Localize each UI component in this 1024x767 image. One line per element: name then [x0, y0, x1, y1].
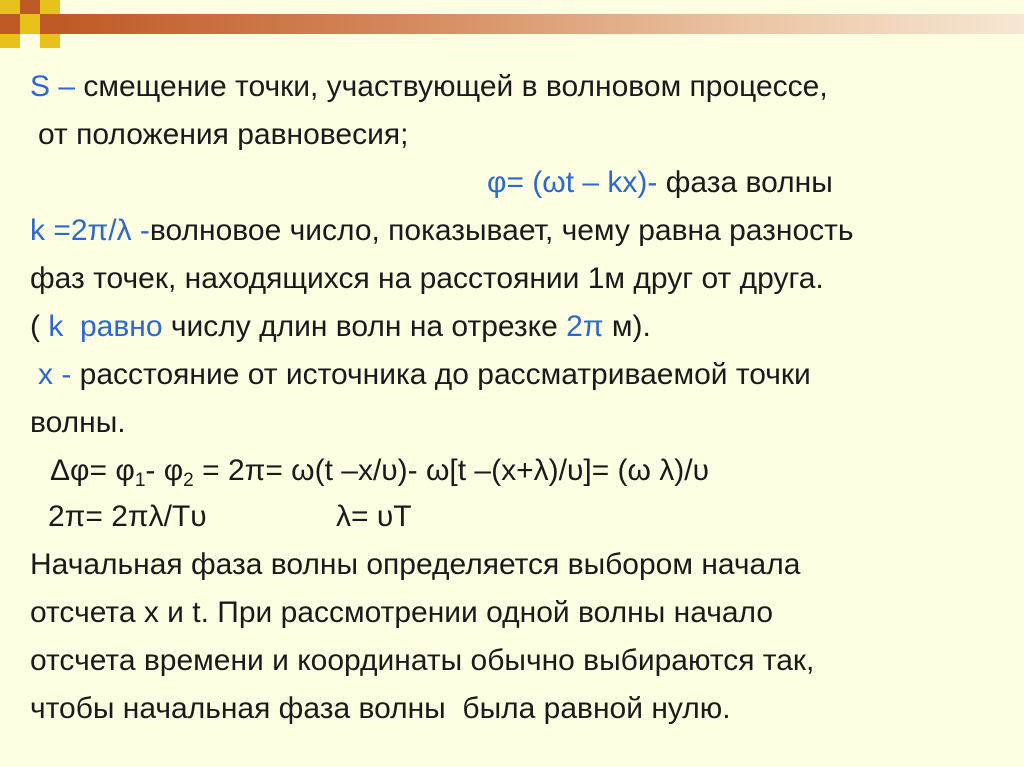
- symbol-s: S –: [30, 70, 84, 103]
- text-line: [30, 70, 828, 104]
- line-text: смещение точки, участвующей в волновом процессе,: [83, 70, 828, 103]
- deco-square: [20, 0, 40, 14]
- line-text: волновое число, показывает, чему равна разность: [149, 214, 854, 247]
- text-line: [30, 262, 824, 296]
- symbol-x: x -: [38, 358, 80, 391]
- deco-square: [40, 0, 60, 14]
- text-line: [30, 406, 126, 440]
- header-decoration: [0, 0, 1024, 50]
- line-text: Начальная фаза волны определяется выбором начала: [30, 548, 801, 581]
- subscript: 2: [183, 470, 194, 491]
- deco-square: [0, 14, 20, 34]
- wavelength-formula-line: [48, 500, 207, 534]
- line-text: числу длин волн на отрезке: [170, 310, 567, 343]
- deco-square: [40, 14, 60, 34]
- formula-part: - φ: [145, 454, 184, 487]
- line-text: фаза волны: [657, 166, 833, 199]
- deco-square: [20, 14, 40, 34]
- line-text: чтобы начальная фаза волны была равной нулю.: [30, 692, 731, 725]
- phase-formula-line: [487, 166, 833, 200]
- line-text: м).: [603, 310, 651, 343]
- formula-part: λ= υT: [336, 500, 412, 533]
- header-gradient-bar: [60, 14, 1024, 34]
- subscript: 1: [134, 470, 146, 491]
- highlight-text: 2π: [566, 310, 604, 343]
- line-text: отсчета x и t. При рассмотрении одной волны начало: [30, 596, 774, 629]
- text-line: [30, 692, 731, 726]
- line-text: отсчета времени и координаты обычно выбираются так,: [30, 644, 815, 677]
- highlight-text: k равно: [48, 310, 171, 343]
- line-text: от положения равновесия;: [38, 118, 409, 151]
- line-text: расстояние от источника до рассматриваемой точки: [79, 358, 811, 391]
- text-line: [30, 596, 773, 630]
- wavenumber-formula: k =2π/λ -: [30, 214, 150, 247]
- text-line: [30, 214, 854, 248]
- text-line: [38, 358, 811, 392]
- line-text: фаз точек, находящихся на расстоянии 1м друг от друга.: [30, 262, 824, 295]
- formula-part: 2π= 2πλ/Tυ: [48, 500, 207, 533]
- text-line: [30, 644, 814, 678]
- phase-formula: φ= (ωt – kx)-: [487, 166, 658, 199]
- text-line: [38, 118, 408, 152]
- formula-part: = 2π= ω(t –x/υ)- ω[t –(x+λ)/υ]= (ω λ)/υ: [193, 454, 710, 487]
- formula-part: Δφ= φ: [50, 454, 135, 487]
- deco-square: [0, 0, 20, 14]
- text-line: [30, 310, 651, 344]
- line-text: волны.: [30, 406, 126, 439]
- phase-difference-formula: [50, 454, 710, 491]
- text-line: [30, 548, 800, 582]
- wavelength-formula-line: [336, 500, 412, 534]
- line-text: (: [30, 310, 49, 343]
- deco-square: [0, 34, 20, 48]
- deco-square: [40, 34, 60, 48]
